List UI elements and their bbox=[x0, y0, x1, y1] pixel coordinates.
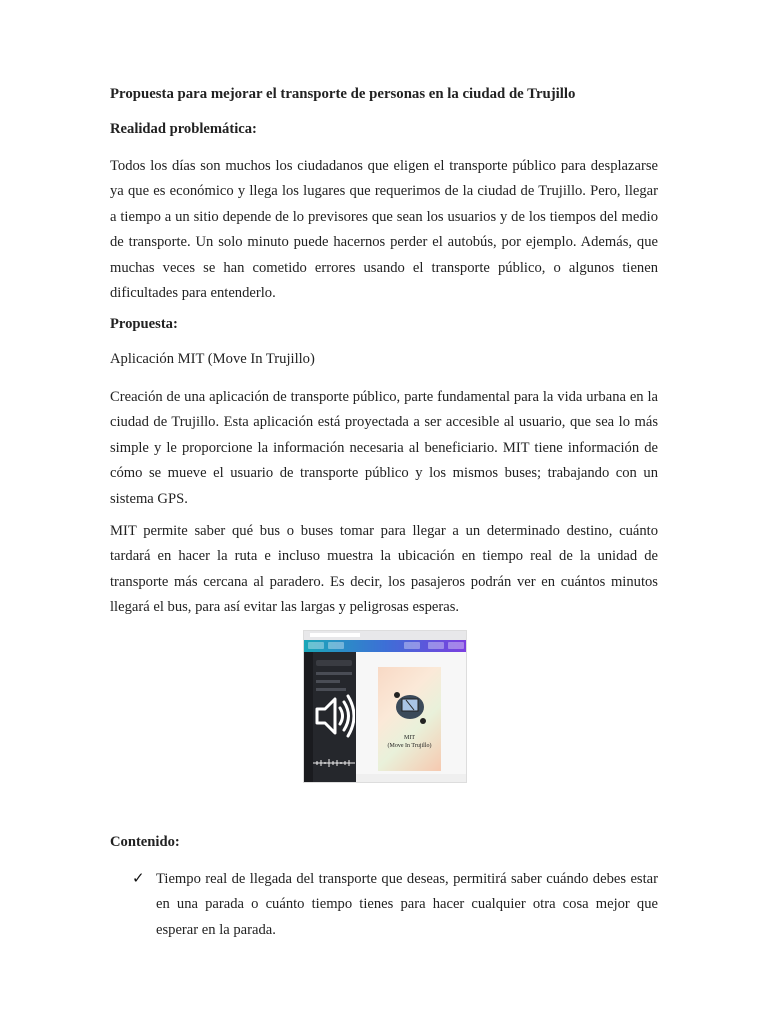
audio-waveform-icon bbox=[313, 759, 355, 767]
propuesta-subtitle: Aplicación MIT (Move In Trujillo) bbox=[110, 351, 315, 367]
section-heading-realidad: Realidad problemática: bbox=[110, 121, 257, 137]
paragraph-propuesta-1: Creación de una aplicación de transporte público, parte fundamental para la vida urbana en la ciudad de Trujillo. Esta aplicación está proyectada a ser accesible al usuario, que sea lo más simple y le proporcione la información necesaria al beneficiario. MIT tiene información de cómo se mueve el usuario de transporte público y los mismos buses; trabajando con un sistema GPS. bbox=[110, 389, 658, 507]
section-heading-contenido: Contenido: bbox=[110, 834, 180, 850]
document-title: Propuesta para mejorar el transporte de personas en la ciudad de Trujillo bbox=[110, 86, 576, 102]
browser-tabbar bbox=[304, 631, 466, 640]
list-item-text: Tiempo real de llegada del transporte que deseas, permitirá saber cuándo debes estar en una parada o cuánto tiempo tienes para hacer cualquier otra cosa mejor que esperar en la parada. bbox=[156, 871, 658, 938]
editor-toolbar bbox=[304, 640, 466, 652]
list-item bbox=[132, 867, 658, 943]
paragraph-propuesta-2: MIT permite saber qué bus o buses tomar para llegar a un determinado destino, cuánto tardará en hacer la ruta e incluso muestra la ubicación en tiempo real de la unidad de transporte más cercana al paradero. Es decir, los pasajeros podrán ver en cuántos minutos llegará el bus, para así evitar las largas y peligrosas esperas. bbox=[110, 523, 658, 616]
speaker-icon bbox=[313, 689, 355, 743]
poster-title: MIT bbox=[404, 735, 415, 741]
bus-logo-icon bbox=[392, 687, 428, 727]
mit-poster bbox=[378, 667, 441, 771]
paragraph-realidad: Todos los días son muchos los ciudadanos que eligen el transporte público para desplazarse ya que es económico y llega los lugares que requerimos de la ciudad de Trujillo. Pero, llegar a tiempo a un sitio depende de lo previsores que sean los usuarios y de los tiempos del medio de transporte. Un solo minuto puede hacernos perder el autobús, por ejemplo. Además, que muchas veces se han cometido errores usando el transporte público, o algunos tienen dificultades para entenderlo. bbox=[110, 158, 658, 302]
app-screenshot-figure bbox=[303, 630, 467, 783]
editor-bottombar bbox=[356, 774, 466, 782]
checkmark-icon: ✓ bbox=[132, 871, 145, 887]
poster-subtitle: (Move In Trujillo) bbox=[387, 743, 432, 749]
section-heading-propuesta: Propuesta: bbox=[110, 316, 178, 332]
